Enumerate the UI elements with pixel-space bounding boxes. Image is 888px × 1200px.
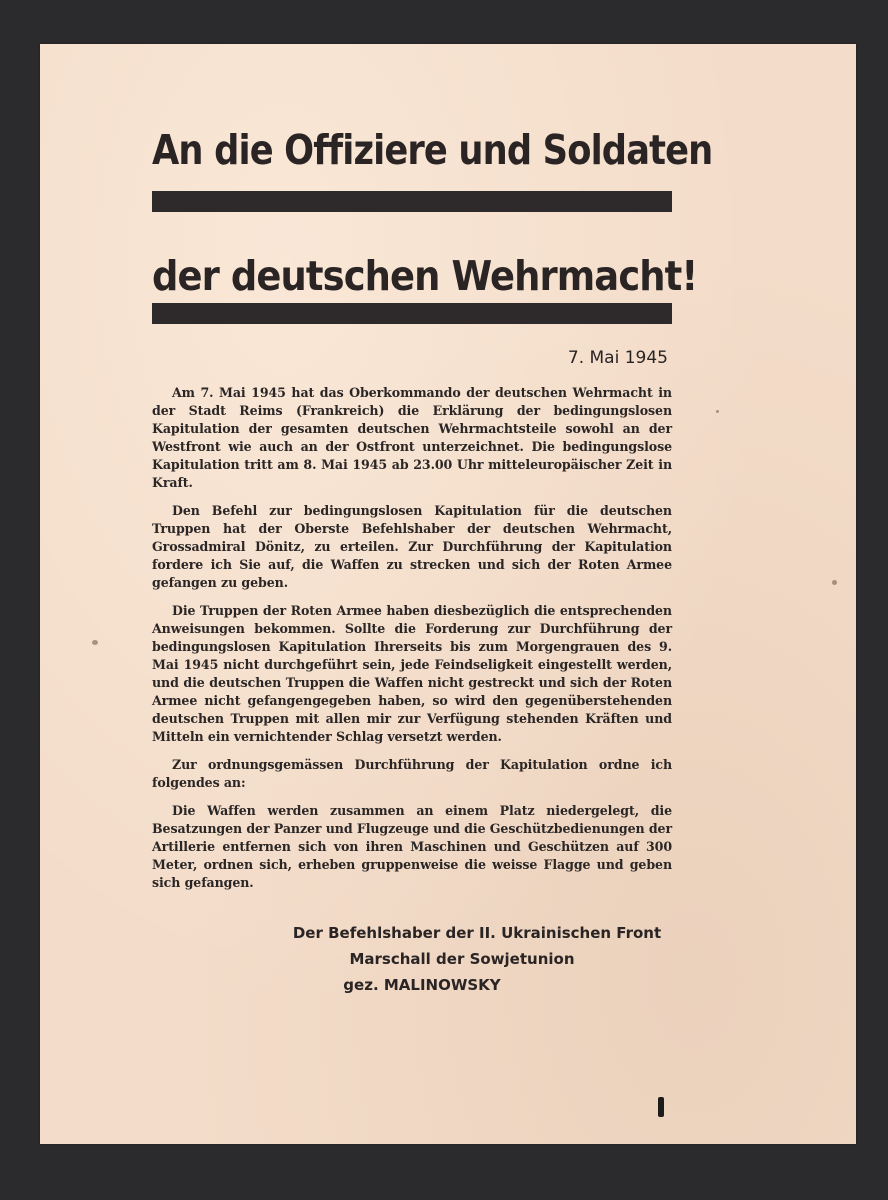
headline-line-2: der deutschen Wehrmacht! xyxy=(152,252,698,300)
signature-title: Der Befehlshaber der II. Ukrainischen Front xyxy=(292,924,662,942)
paragraph-order-doenitz: Den Befehl zur bedingungslosen Kapitulation für die deutschen Truppen hat der Oberste Befehlshaber der deutschen Wehrmacht, Grossadmiral Dönitz, zu erteilen. Zur Durchführung der Kapitulation fordere ich Sie auf, die Waffen zu strecken und sich der Roten Armee gefangen zu geben. xyxy=(152,503,672,590)
headline-line-1: An die Offiziere und Soldaten xyxy=(152,126,713,174)
headline-rule-bottom xyxy=(152,303,672,324)
body-text xyxy=(152,384,672,902)
ink-mark xyxy=(658,1097,664,1117)
signature-name: gez. MALINOWSKY xyxy=(343,976,501,994)
signature-rank: Marschall der Sowjetunion xyxy=(349,950,575,968)
paragraph-red-army-instructions: Die Truppen der Roten Armee haben diesbezüglich die entsprechenden Anweisungen bekommen. Sollte die Forderung zur Durchführung der bedingungslosen Kapitulation Ihrerseits bis zum Morgengrauen des 9. Mai 1945 nicht durchgeführt sein, jede Feindseligkeit eingestellt werden, und die deutschen Truppen die Waffen nicht gestreckt und sich der Roten Armee nicht gefangengegeben haben, so wird den gegenüberstehenden deutschen Truppen mit allen mir zur Verfügung stehenden Kräften und Mitteln ein vernichtender Schlag versetzt werden. xyxy=(152,603,672,744)
paper-speck xyxy=(92,640,98,645)
paper-speck xyxy=(716,410,719,413)
paper-speck xyxy=(832,580,837,585)
paragraph-orders-intro: Zur ordnungsgemässen Durchführung der Kapitulation ordne ich folgendes an: xyxy=(152,757,672,790)
headline-rule-top xyxy=(152,191,672,212)
leaflet-sheet xyxy=(40,44,856,1144)
document-date: 7. Mai 1945 xyxy=(567,348,668,368)
paragraph-capitulation-signed: Am 7. Mai 1945 hat das Oberkommando der deutschen Wehrmacht in der Stadt Reims (Frankreich) die Erklärung der bedingungslosen Kapitulation der gesamten deutschen Wehrmachtsteile sowohl an der Westfront wie auch an der Ostfront unterzeichnet. Die bedingungslose Kapitulation tritt am 8. Mai 1945 ab 23.00 Uhr mitteleuropäischer Zeit in Kraft. xyxy=(152,385,672,490)
signature-block xyxy=(152,920,672,998)
paragraph-surrender-procedure: Die Waffen werden zusammen an einem Platz niedergelegt, die Besatzungen der Panzer und Flugzeuge und die Geschützbedienungen der Artillerie entfernen sich von ihren Maschinen und Geschützen auf 300 Meter, ordnen sich, erheben gruppenweise die weisse Flagge und geben sich gefangen. xyxy=(152,803,672,890)
